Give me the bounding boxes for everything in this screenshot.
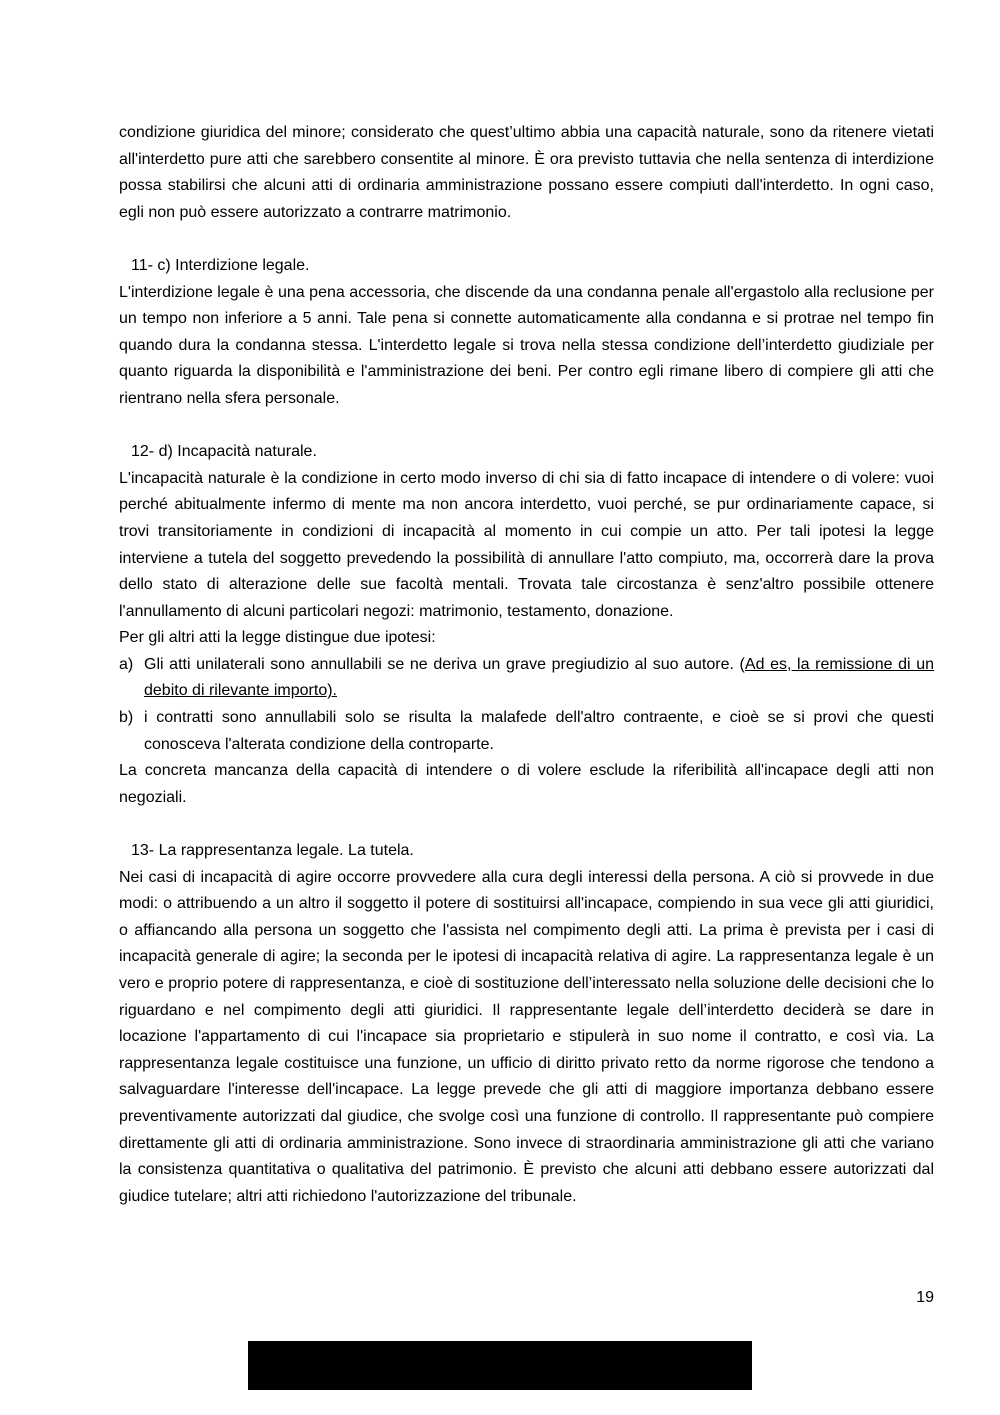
section-12-list-intro: Per gli altri atti la legge distingue due ipotesi: <box>119 629 436 647</box>
page-number: 19 <box>916 1289 934 1306</box>
section-12-body: L'incapacità naturale è la condizione in certo modo inverso di chi sia di fatto incapace di intendere o di volere: vuoi perché abitualmente infermo di mente ma non ancora interdetto, vuoi perché, se pur ordinariamente capace, si trovi transitoriamente in condizioni di incapacità al momento in cui compie un atto. Per tali ipotesi la legge interviene a tutela del soggetto prevedendo la possibilità di annullare l'atto compiuto, ma, occorrerà dare la prova dello stato di alterazione delle sue facoltà mentali. Trovata tale circostanza è senz'altro possibile ottenere l'annullamento di alcuni particolari negozi: matrimonio, testamento, donazione. <box>119 469 934 620</box>
list-marker-b: b) <box>119 709 134 727</box>
list-item-a <box>119 652 934 705</box>
section-13-body: Nei casi di incapacità di agire occorre provvedere alla cura degli interessi della persona. A ciò si provvede in due modi: o attribuendo a un altro il soggetto il potere di sostituirsi all'incapace, compiendo in sua vece gli atti giuridici, o affiancando alla persona un soggetto che l'assista nel compimento degli atti. La prima è prevista per i casi di incapacità generale di agire; la seconda per le ipotesi di incapacità relativa di agire. La rappresentanza legale è un vero e proprio potere di rappresentanza, e cioè di sostituzione dell’interessato nella soluzione delle decisioni che lo riguardano e nel compimento degli atti giuridici. Il rappresentante legale dell’interdetto deciderà se dare in locazione l'appartamento di cui l'incapace sia proprietario e stipulerà in suo nome il contratto, e così via. La rappresentanza legale costituisce una funzione, un ufficio di diritto privato retto da norme rigorose che tendono a salvaguardare l'interesse dell'incapace. La legge prevede che gli atti di maggiore importanza debbano essere preventivamente autorizzati dal giudice, che svolge così una funzione di controllo. Il rappresentante può compiere direttamente gli atti di ordinaria amministrazione. Sono invece di straordinaria amministrazione gli atti che variano la consistenza quantitativa o qualitativa del patrimonio. È previsto che alcuni atti debbano essere autorizzati dal giudice tutelare; altri atti richiedono l'autorizzazione del tribunale. <box>119 868 934 1205</box>
document-page <box>119 120 934 1210</box>
section-11-heading: 11- c) Interdizione legale. <box>131 256 310 274</box>
spacer <box>119 811 934 838</box>
spacer <box>119 413 934 440</box>
footer-black-bar <box>248 1341 752 1390</box>
list-item-a-text: Gli atti unilaterali sono annullabili se ne deriva un grave pregiudizio al suo autore. ( <box>144 655 745 673</box>
intro-paragraph: condizione giuridica del minore; considerato che quest’ultimo abbia una capacità naturale, sono da ritenere vietati all'interdetto pure atti che sarebbero consentite al minore. È ora previsto tuttavia che nella sentenza di interdizione possa stabilirsi che alcuni atti di ordinaria amministrazione possano essere compiuti dall'interdetto. In ogni caso, egli non può essere autorizzato a contrarre matrimonio. <box>119 124 934 221</box>
spacer <box>119 226 934 253</box>
list-item-a-underlined-example: Ad es, la remissione di un debito di rilevante importo). <box>144 655 935 700</box>
list-item-b <box>119 705 934 758</box>
section-13-heading: 13- La rappresentanza legale. La tutela. <box>131 842 414 860</box>
list-item-b-text: i contratti sono annullabili solo se risulta la malafede dell'altro contraente, e cioè se si provi che questi conosceva l'alterata condizione della controparte. <box>144 709 934 753</box>
section-12-heading: 12- d) Incapacità naturale. <box>131 443 317 461</box>
section-12-closing: La concreta mancanza della capacità di intendere o di volere esclude la riferibilità all'incapace degli atti non negoziali. <box>119 762 934 806</box>
list-marker-a: a) <box>119 655 134 673</box>
section-11-body: L'interdizione legale è una pena accessoria, che discende da una condanna penale all'ergastolo alla reclusione per un tempo non inferiore a 5 anni. Tale pena si connette automaticamente alla condanna e si protrae nel tempo fin quando dura la condanna stessa. L'interdetto legale si trova nella stessa condizione dell’interdetto giudiziale per quanto riguarda la disponibilità e l'amministrazione dei beni. Per contro egli rimane libero di compiere gli atti che rientrano nella sfera personale. <box>119 283 934 407</box>
